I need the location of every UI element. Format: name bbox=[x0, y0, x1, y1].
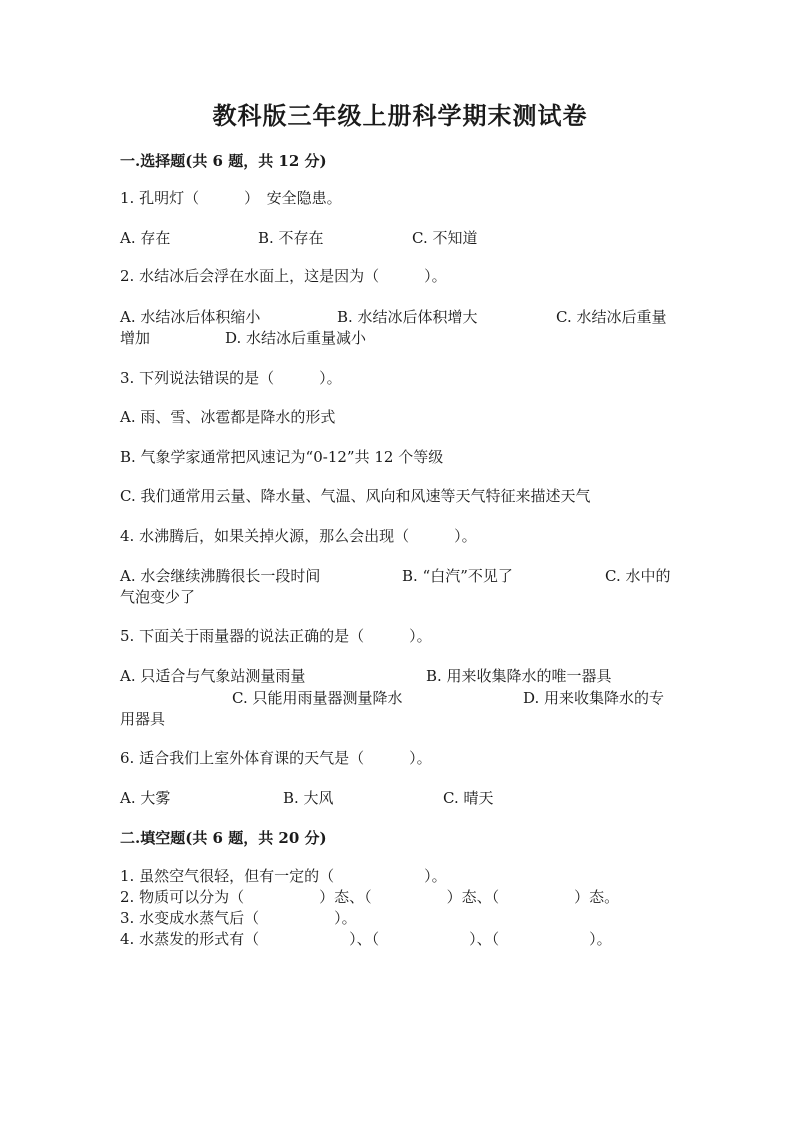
question-5-option-d: D. 用来收集降水的专 bbox=[523, 689, 665, 707]
question-1-stem: 1. 孔明灯（ ） 安全隐患。 bbox=[120, 189, 342, 207]
question-4-option-c-continued: 气泡变少了 bbox=[120, 588, 196, 606]
question-2-option-a: A. 水结冰后体积缩小 bbox=[120, 308, 261, 326]
question-3-option-a: A. 雨、雪、冰雹都是降水的形式 bbox=[120, 408, 336, 426]
question-6-option-a: A. 大雾 bbox=[120, 789, 171, 807]
question-4-option-b: B. “白汽”不见了 bbox=[402, 567, 513, 585]
question-5-stem: 5. 下面关于雨量器的说法正确的是（ ）。 bbox=[120, 627, 432, 645]
question-4-option-c: C. 水中的 bbox=[605, 567, 671, 585]
section-heading-fill-blank: 二.填空题(共 6 题，共 20 分) bbox=[120, 829, 327, 847]
question-2-option-c-continued: 增加 bbox=[120, 329, 151, 347]
question-1-option-a: A. 存在 bbox=[120, 229, 171, 247]
exam-title: 教科版三年级上册科学期末测试卷 bbox=[212, 101, 588, 130]
question-2-option-b: B. 水结冰后体积增大 bbox=[337, 308, 478, 326]
question-5-option-c: C. 只能用雨量器测量降水 bbox=[232, 689, 403, 707]
question-1-option-c: C. 不知道 bbox=[412, 229, 478, 247]
fill-blank-line: 3. 水变成水蒸气后（ ）。 bbox=[120, 909, 357, 927]
question-5-option-d-continued: 用器具 bbox=[120, 710, 166, 728]
fill-blank-line: 2. 物质可以分为（ ）态、（ ）态、（ ）态。 bbox=[120, 888, 620, 906]
question-2-option-c: C. 水结冰后重量 bbox=[556, 308, 667, 326]
question-2-option-d: D. 水结冰后重量减小 bbox=[225, 329, 367, 347]
section-heading-choice: 一.选择题(共 6 题，共 12 分) bbox=[120, 152, 327, 170]
question-5-option-a: A. 只适合与气象站测量雨量 bbox=[120, 667, 306, 685]
question-2-stem: 2. 水结冰后会浮在水面上，这是因为（ ）。 bbox=[120, 267, 447, 285]
question-3-stem: 3. 下列说法错误的是（ ）。 bbox=[120, 369, 342, 387]
fill-blank-line: 4. 水蒸发的形式有（ ）、（ ）、（ ）。 bbox=[120, 930, 612, 948]
question-6-option-c: C. 晴天 bbox=[443, 789, 494, 807]
question-1-option-b: B. 不存在 bbox=[258, 229, 324, 247]
fill-blank-line: 1. 虽然空气很轻，但有一定的（ ）。 bbox=[120, 867, 447, 885]
question-3-option-c: C. 我们通常用云量、降水量、气温、风向和风速等天气特征来描述天气 bbox=[120, 487, 591, 505]
question-6-stem: 6. 适合我们上室外体育课的天气是（ ）。 bbox=[120, 749, 432, 767]
question-5-option-b: B. 用来收集降水的唯一器具 bbox=[426, 667, 612, 685]
question-6-option-b: B. 大风 bbox=[283, 789, 334, 807]
question-4-option-a: A. 水会继续沸腾很长一段时间 bbox=[120, 567, 321, 585]
question-4-stem: 4. 水沸腾后，如果关掉火源，那么会出现（ ）。 bbox=[120, 527, 477, 545]
question-3-option-b: B. 气象学家通常把风速记为“0-12”共 12 个等级 bbox=[120, 448, 444, 466]
